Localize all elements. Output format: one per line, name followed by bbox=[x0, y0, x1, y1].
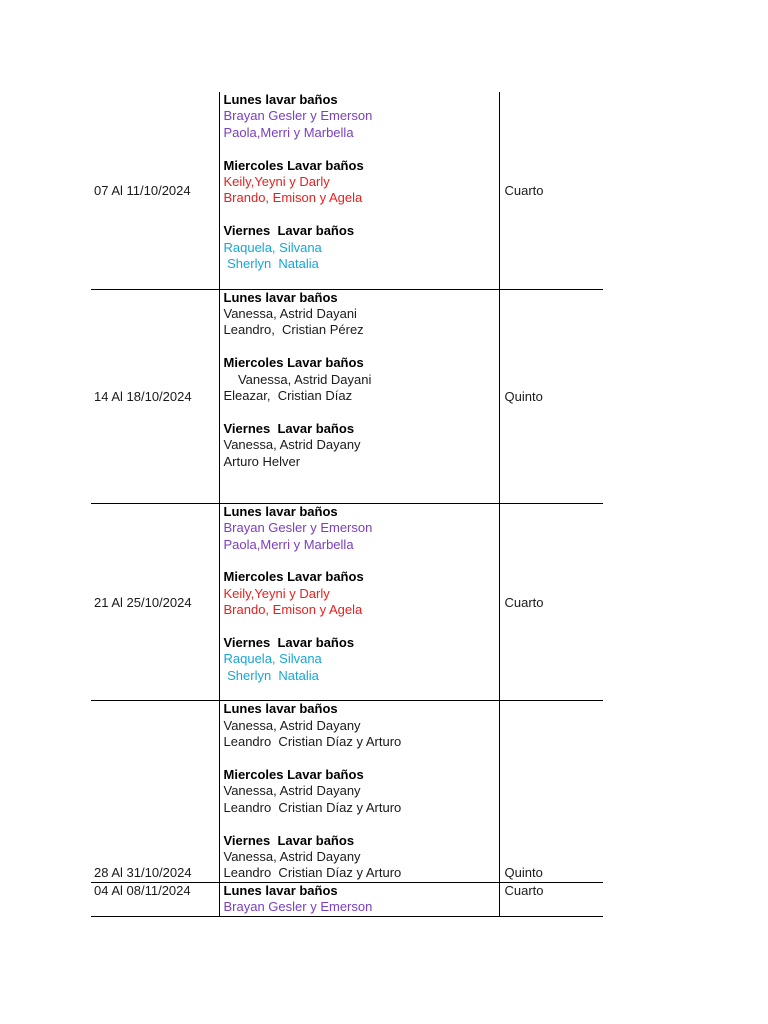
week-date-range: 07 Al 11/10/2024 bbox=[91, 92, 219, 289]
assigned-students: Sherlyn Natalia bbox=[223, 255, 319, 271]
duty-day-heading: Viernes Lavar baños bbox=[223, 832, 355, 848]
assigned-students: Arturo Helver bbox=[223, 453, 301, 469]
assigned-students: Vanessa, Astrid Dayani bbox=[223, 371, 372, 387]
duty-day-heading: Lunes lavar baños bbox=[223, 503, 338, 519]
assigned-students: Leandro Cristian Díaz y Arturo bbox=[223, 799, 402, 815]
duty-day-heading: Lunes lavar baños bbox=[223, 289, 338, 305]
assigned-students: Paola,Merri y Marbella bbox=[223, 536, 354, 552]
schedule-row bbox=[91, 92, 603, 289]
blank-line bbox=[224, 684, 499, 700]
duty-day-heading: Viernes Lavar baños bbox=[223, 420, 355, 436]
duty-assignments bbox=[219, 92, 499, 289]
schedule-row bbox=[91, 503, 603, 701]
duty-day-heading: Lunes lavar baños bbox=[223, 92, 338, 107]
duty-day-heading: Miercoles Lavar baños bbox=[223, 355, 364, 371]
schedule-row bbox=[91, 289, 603, 503]
blank-line bbox=[224, 141, 499, 157]
assigned-students: Eleazar, Cristian Díaz bbox=[223, 388, 353, 404]
duty-day-heading: Viernes Lavar baños bbox=[223, 223, 355, 239]
week-date-range: 21 Al 25/10/2024 bbox=[91, 503, 219, 701]
duty-assignments bbox=[219, 503, 499, 701]
assigned-students: Vanessa, Astrid Dayani bbox=[223, 306, 357, 322]
assigned-students: Keily,Yeyni y Darly bbox=[223, 585, 330, 601]
week-date-range: 28 Al 31/10/2024 bbox=[91, 701, 219, 882]
assigned-students: Sherlyn Natalia bbox=[223, 667, 319, 683]
assigned-students: Brando, Emison y Agela bbox=[223, 190, 363, 206]
grade-level: Cuarto bbox=[499, 503, 603, 701]
schedule-row bbox=[91, 882, 603, 916]
blank-line bbox=[224, 339, 499, 355]
schedule-row bbox=[91, 701, 603, 882]
grade-level: Cuarto bbox=[499, 92, 603, 289]
assigned-students: Leandro Cristian Díaz y Arturo bbox=[223, 734, 402, 750]
assigned-students: Vanessa, Astrid Dayany bbox=[223, 717, 361, 733]
blank-line bbox=[224, 272, 499, 288]
assigned-students: Brayan Gesler y Emerson bbox=[223, 520, 373, 536]
week-date-range: 04 Al 08/11/2024 bbox=[91, 882, 219, 916]
blank-line bbox=[224, 486, 499, 502]
duty-day-heading: Miercoles Lavar baños bbox=[223, 157, 364, 173]
blank-line bbox=[224, 619, 499, 635]
cleaning-schedule-table bbox=[91, 92, 603, 917]
blank-line bbox=[224, 404, 499, 420]
duty-assignments bbox=[219, 701, 499, 882]
assigned-students: Keily,Yeyni y Darly bbox=[223, 173, 330, 189]
assigned-students: Raquela, Silvana bbox=[223, 239, 322, 255]
assigned-students: Vanessa, Astrid Dayany bbox=[223, 848, 361, 864]
week-date-range: 14 Al 18/10/2024 bbox=[91, 289, 219, 503]
assigned-students: Brayan Gesler y Emerson bbox=[223, 108, 373, 124]
assigned-students: Vanessa, Astrid Dayany bbox=[223, 783, 361, 799]
assigned-students: Brando, Emison y Agela bbox=[223, 602, 363, 618]
duty-day-heading: Lunes lavar baños bbox=[223, 882, 338, 898]
schedule-sheet bbox=[91, 92, 603, 917]
blank-line bbox=[224, 553, 499, 569]
assigned-students: Paola,Merri y Marbella bbox=[223, 124, 354, 140]
assigned-students: Vanessa, Astrid Dayany bbox=[223, 437, 361, 453]
assigned-students: Brayan Gesler y Emerson bbox=[223, 899, 373, 915]
duty-assignments bbox=[219, 882, 499, 916]
blank-line bbox=[224, 816, 499, 832]
blank-line bbox=[224, 470, 499, 486]
grade-level: Quinto bbox=[499, 289, 603, 503]
grade-level: Quinto bbox=[499, 701, 603, 882]
assigned-students: Raquela, Silvana bbox=[223, 651, 322, 667]
blank-line bbox=[224, 207, 499, 223]
duty-day-heading: Viernes Lavar baños bbox=[223, 634, 355, 650]
assigned-students: Leandro Cristian Díaz y Arturo bbox=[223, 865, 402, 881]
duty-day-heading: Miercoles Lavar baños bbox=[223, 767, 364, 783]
blank-line bbox=[224, 751, 499, 767]
grade-level: Cuarto bbox=[499, 882, 603, 916]
duty-day-heading: Lunes lavar baños bbox=[223, 701, 338, 717]
duty-day-heading: Miercoles Lavar baños bbox=[223, 569, 364, 585]
duty-assignments bbox=[219, 289, 499, 503]
assigned-students: Leandro, Cristian Pérez bbox=[223, 322, 364, 338]
schedule-rows bbox=[91, 92, 603, 916]
